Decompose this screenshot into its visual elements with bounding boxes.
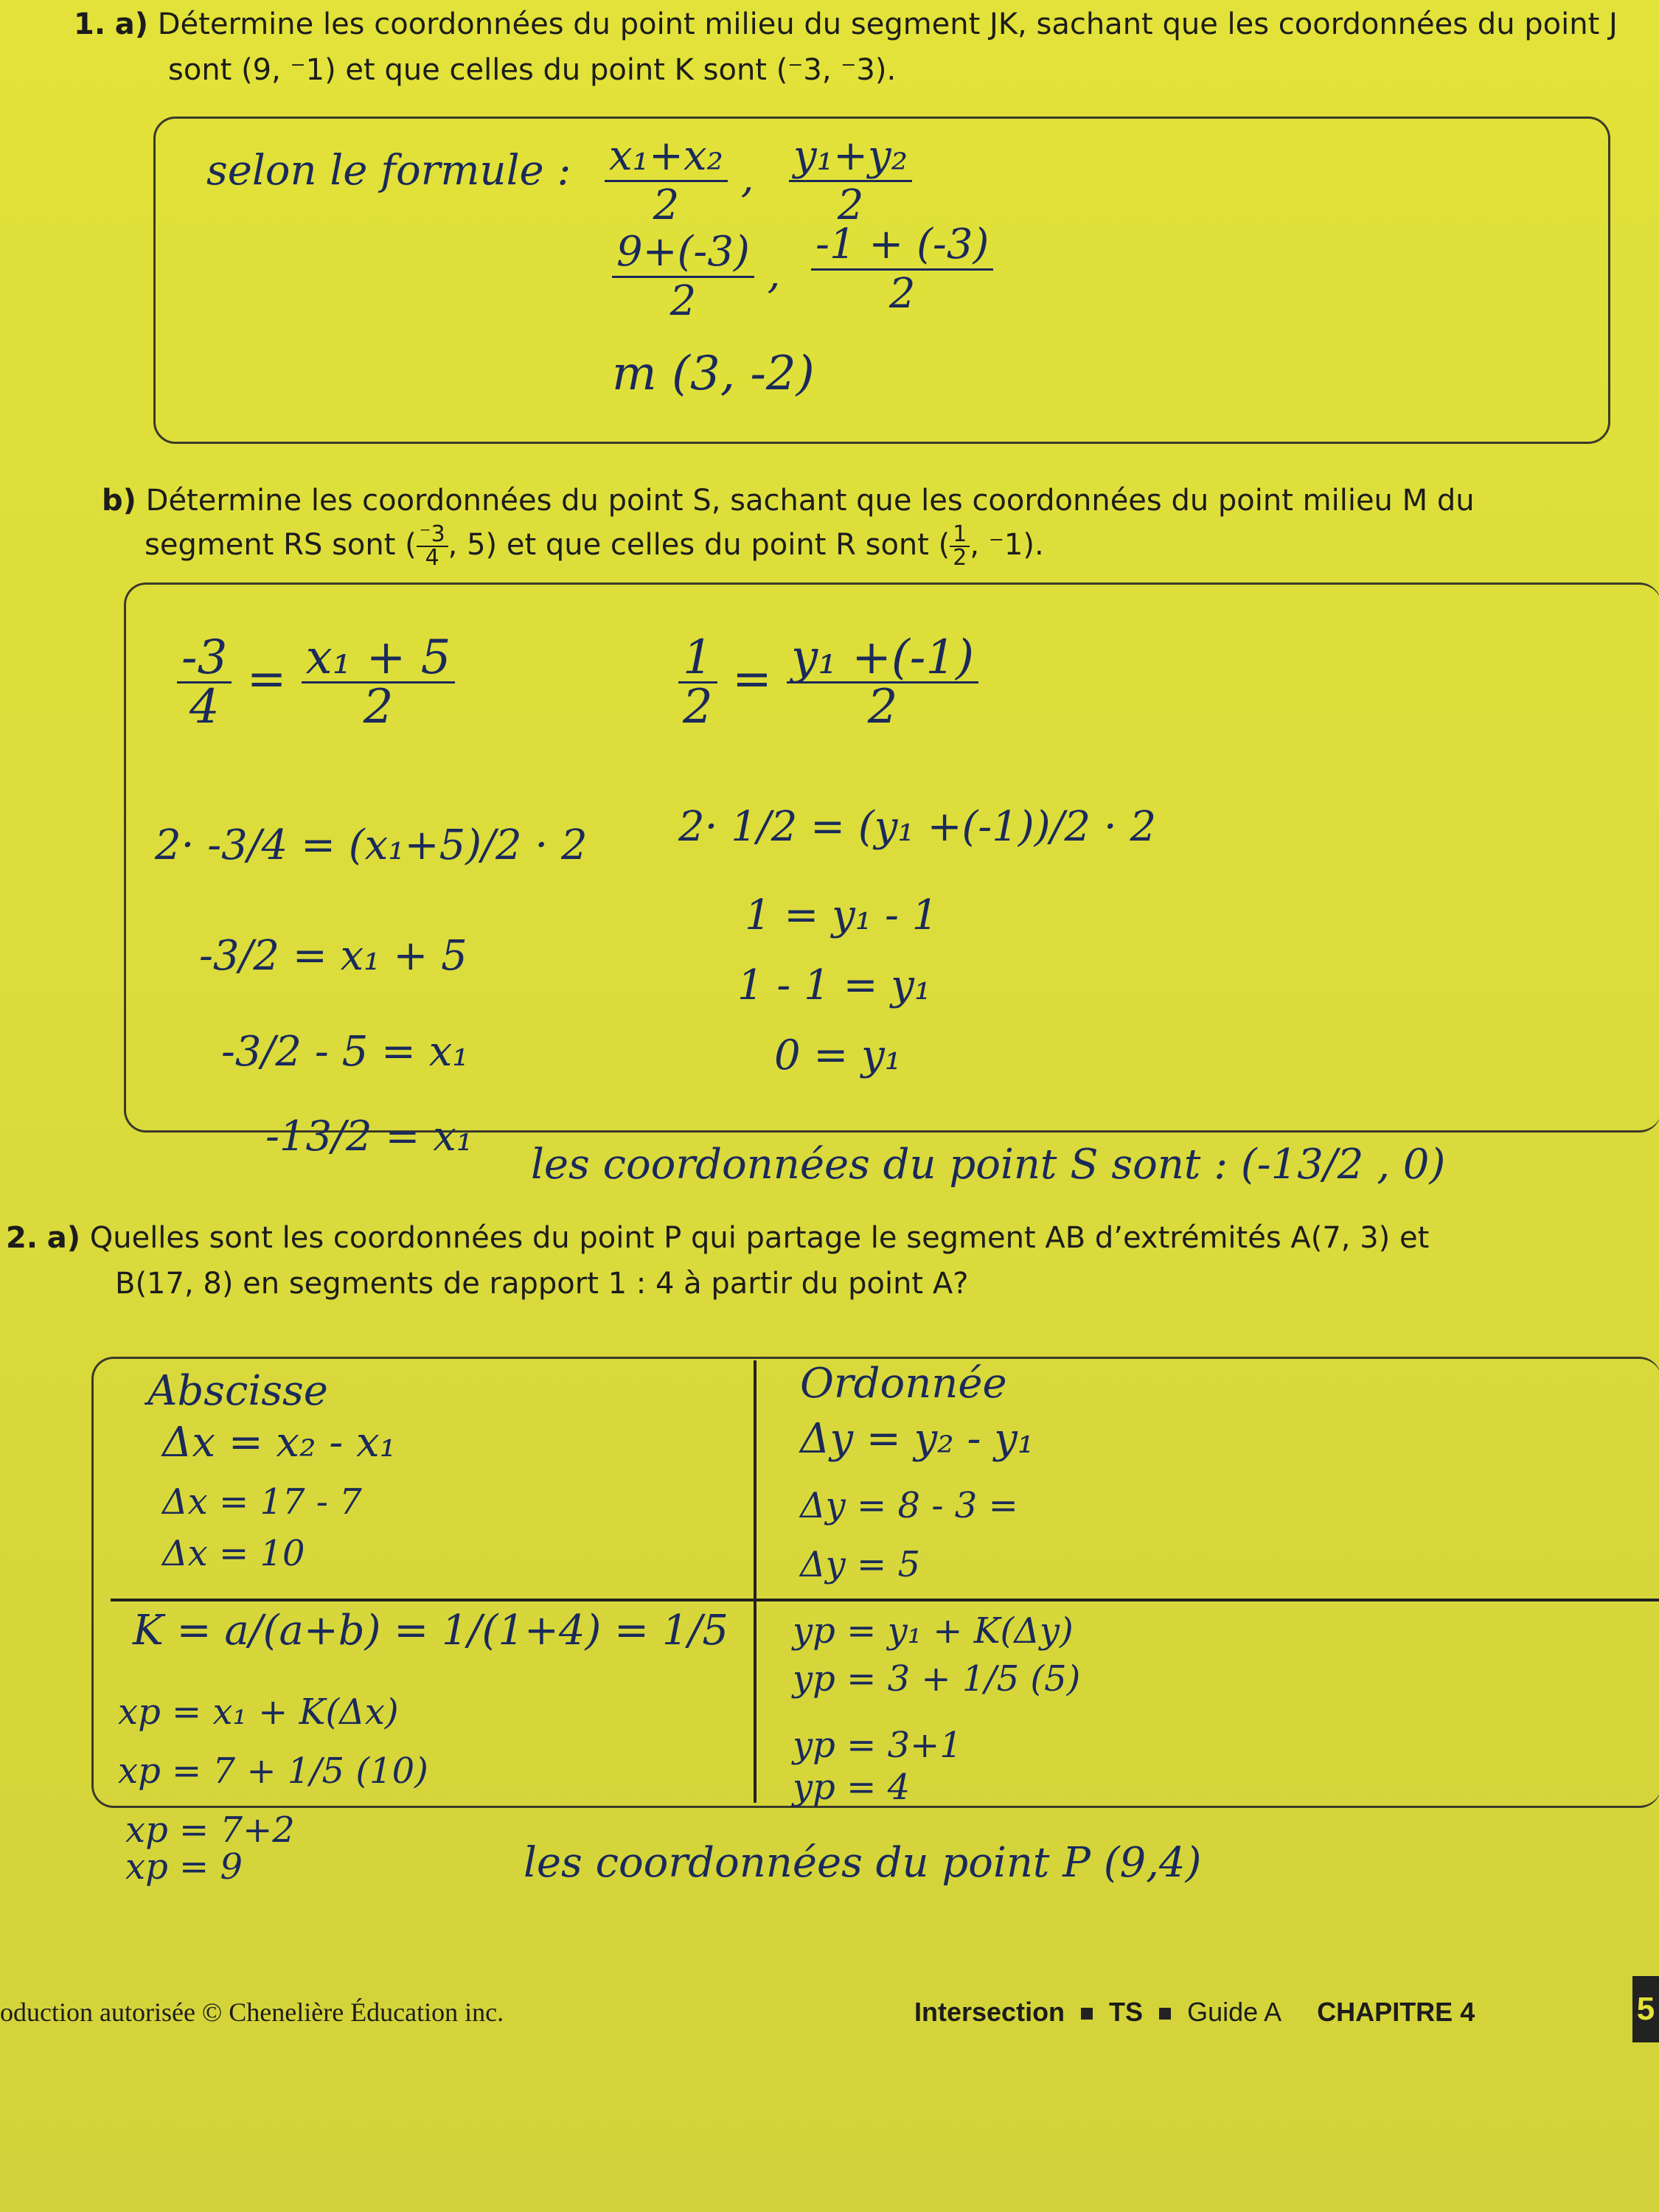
table-left-row-2: Δx = 17 - 7 [162, 1481, 362, 1523]
q1b-statement [102, 479, 1475, 522]
q1b-step2-left: 2· -3/4 = (x₁+5)/2 · 2 [155, 821, 588, 869]
table-left-lower-1: xp = x₁ + K(Δx) [118, 1691, 399, 1733]
square-bullet-icon [1081, 2008, 1093, 2020]
footer-series [914, 1994, 1475, 2030]
table-right-header: Ordonnée [800, 1360, 1007, 1408]
q1b-eq1-left: $\frac{-3}{4}$ = $\frac{\text{x₁ + 5}}{2}$ [177, 634, 455, 731]
table-divider-horizontal [111, 1599, 1659, 1601]
q1b-step4-right: 1 - 1 = y₁ [737, 961, 931, 1009]
q1b-eq1-right: $\frac{1}{2}$ = $\frac{\text{y₁ +(-1)}}{2}$ [678, 634, 978, 731]
table-left-header: Abscisse [147, 1367, 328, 1415]
q1b-step3-right: 1 = y₁ - 1 [745, 891, 939, 939]
table-right-row-3: Δy = 5 [800, 1544, 921, 1585]
table-right-lower-1: yp = y₁ + K(Δy) [793, 1610, 1074, 1652]
table-right-row-2: Δy = 8 - 3 = [800, 1485, 1018, 1526]
table-divider-vertical [754, 1360, 757, 1803]
q1a-line2: sont (9, ⁻1) et que celles du point K sont (⁻3, ⁻3). [168, 53, 897, 87]
copyright-notice: oduction autorisée © Chenelière Éducation inc. [0, 1997, 504, 2027]
q1b-step2-right: 2· 1/2 = (y₁ +(-1))/2 · 2 [678, 803, 1157, 851]
q1a-substitution-y: $\frac{-1 + (-3)}{2}$ [811, 221, 993, 318]
q2a-below-2: xp = 9 [125, 1846, 243, 1888]
q2-number: 2. [6, 1221, 38, 1255]
table-right-lower-2: yp = 3 + 1/5 (5) [793, 1658, 1081, 1700]
table-left-row-3: Δx = 10 [162, 1533, 305, 1574]
square-bullet-icon [1159, 2008, 1171, 2020]
q1a-line1: Détermine les coordonnées du point milieu du segment JK, sachant que les coordonnées du point J [157, 7, 1618, 41]
page-number-tab: 5 [1632, 1976, 1659, 2042]
q1a-formula-prefix: selon le formule : [206, 147, 571, 195]
level-label: TS [1109, 1997, 1144, 2027]
q1b-step3-left: -3/2 = x₁ + 5 [199, 932, 467, 980]
chapter-label: CHAPITRE 4 [1317, 1997, 1475, 2027]
q2a-label: a) [46, 1221, 81, 1255]
q2a-below-1: xp = 7+2 [125, 1809, 295, 1851]
q1b-step4-left: -3/2 - 5 = x₁ [221, 1028, 469, 1076]
table-right-row-1: Δy = y₂ - y₁ [800, 1415, 1034, 1463]
table-k-line: K = a/(a+b) = 1/(1+4) = 1/5 [133, 1607, 729, 1655]
table-right-lower-4: yp = 4 [793, 1767, 911, 1808]
q1a-formula-x: $\frac{\text{x₁+x₂}}{2}$ , [605, 133, 754, 229]
q1-number: 1. [74, 7, 106, 41]
brand-name: Intersection [914, 1997, 1065, 2027]
table-left-lower-2: xp = 7 + 1/5 (10) [118, 1750, 428, 1792]
table-right-lower-3: yp = 3+1 [793, 1725, 962, 1766]
q1b-line1: Détermine les coordonnées du point S, sachant que les coordonnées du point milieu M du [145, 484, 1475, 518]
guide-label: Guide A [1187, 1997, 1281, 2027]
q1b-step5-left: -13/2 = x₁ [265, 1113, 473, 1161]
q2a-line1: Quelles sont les coordonnées du point P qui partage le segment AB d’extrémités A(7, 3) et [89, 1221, 1430, 1255]
q1b-step5-right: 0 = y₁ [774, 1032, 902, 1079]
q1a-statement [74, 3, 1622, 46]
q2a-statement [6, 1217, 1658, 1259]
q2a-line2: B(17, 8) en segments de rapport 1 : 4 à partir du point A? [115, 1267, 969, 1301]
q1a-formula-y: $\frac{\text{y₁+y₂}}{2}$ [789, 133, 912, 229]
q1a-label: a) [114, 7, 149, 41]
q1b-label: b) [102, 484, 136, 518]
q1a-result: m (3, -2) [612, 347, 815, 401]
q1b-conclusion: les coordonnées du point S sont : (-13/2 , 0) [531, 1141, 1446, 1189]
table-left-row-1: Δx = x₂ - x₁ [162, 1419, 397, 1467]
q2a-conclusion: les coordonnées du point P (9,4) [524, 1839, 1202, 1887]
q1a-substitution-x: $\frac{9+(-3)}{2}$ , [612, 229, 780, 325]
q1b-line2: segment RS sont ( $\frac{^-3}{4}$ , 5) et que celles du point R sont ( $\frac{1}{2}$ , ⁻1). [145, 521, 1044, 571]
